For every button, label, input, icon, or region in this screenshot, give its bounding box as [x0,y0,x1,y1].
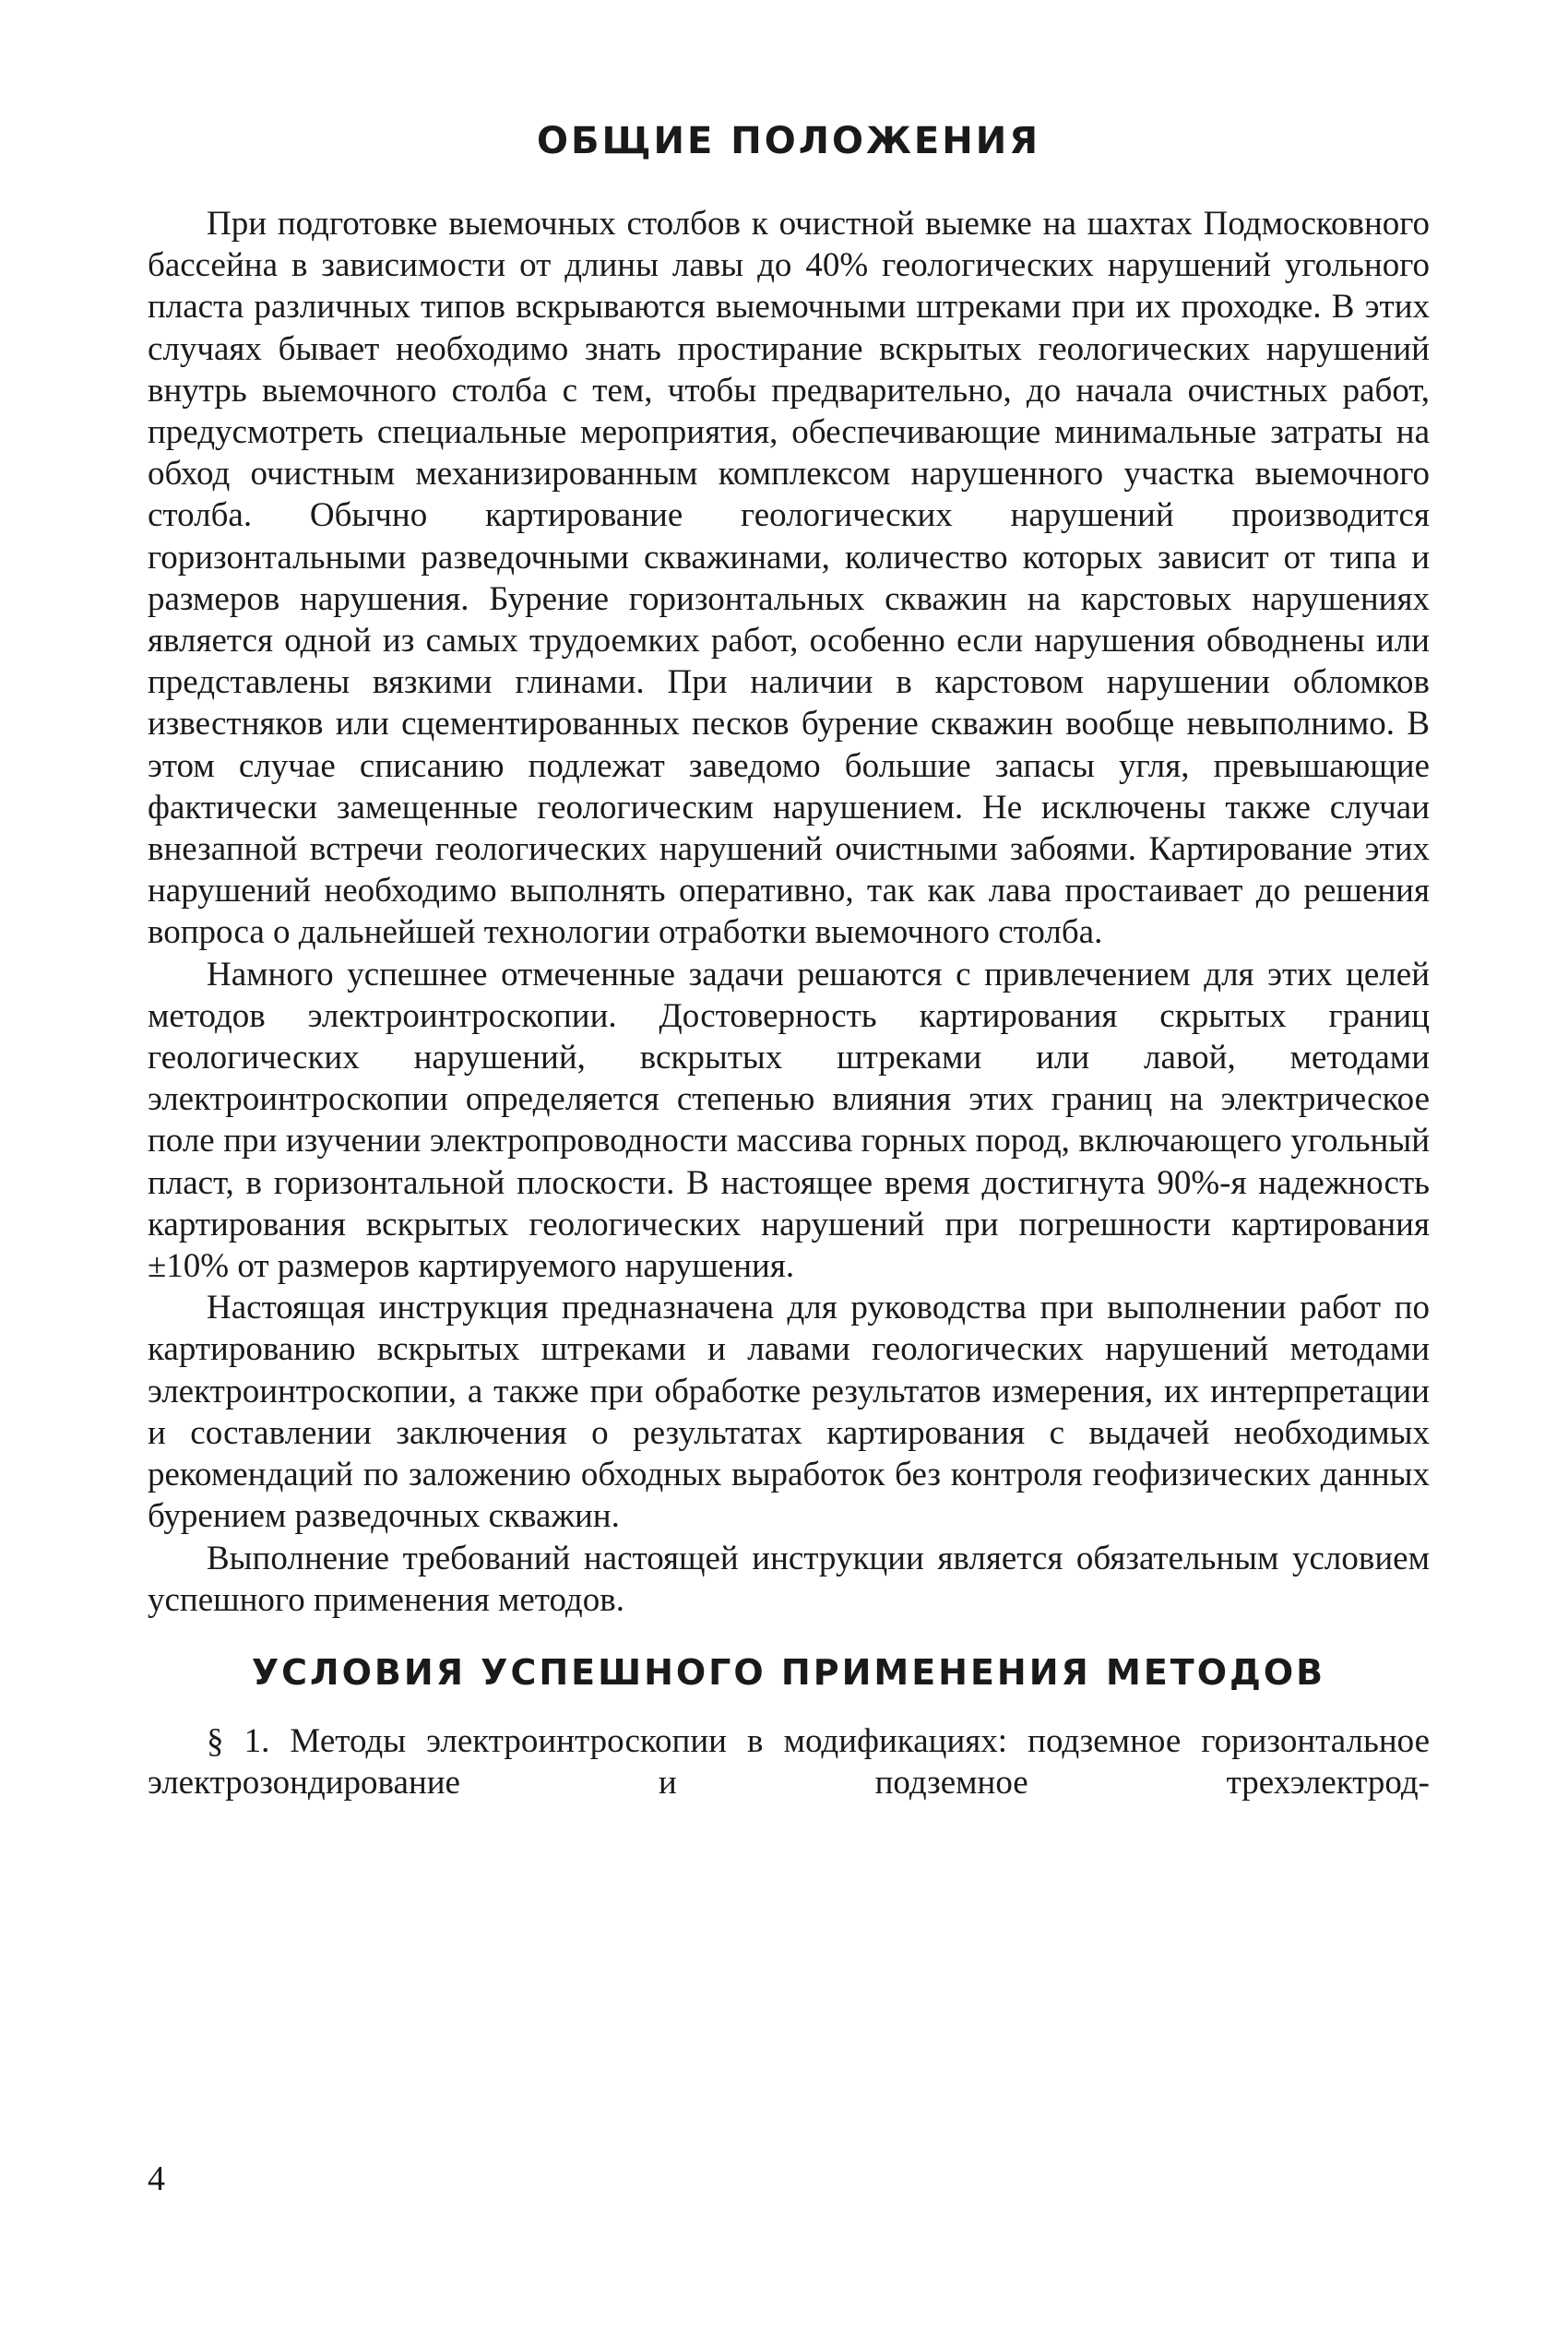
paragraph-section-1: § 1. Методы электроинтроскопии в модификациях: подземное горизонтальное электрозондирование и подземное трехэлектрод- [148,1721,1430,1803]
page-content [148,120,1430,1803]
page-number: 4 [148,2159,165,2198]
paragraph-4: Выполнение требований настоящей инструкции является обязательным условием успешного применения методов. [148,1539,1430,1619]
section-heading-general: ОБЩИЕ ПОЛОЖЕНИЯ [537,120,1040,162]
paragraph-1: При подготовке выемочных столбов к очистной выемке на шахтах Подмосковного бассейна в зависимости от длины лавы до 40% геологических нарушений угольного пласта различных типов вскрываются выемочными штреками при их проходке. В этих случаях бывает необходимо знать простирание вскрытых геологических нарушений внутрь выемочного столба с тем, чтобы предварительно, до начала очистных работ, предусмотреть специальные мероприятия, обеспечивающие минимальные затраты на обход очистным механизированным комплексом нарушенного участка выемочного столба. Обычно картирование геологических нарушений производится горизонтальными разведочными скважинами, количество которых зависит от типа и размеров нарушения. Бурение горизонтальных скважин на карстовых нарушениях является одной из самых трудоемких работ, особенно если нарушения обводнены или представлены вязкими глинами. При наличии в карстовом нарушении обломков известняков или сцементированных песков бурение скважин вообще невыполнимо. В этом случае списанию подлежат заведомо большие запасы угля, превышающие фактически замещенные геологическим нарушением. Не исключены также случаи внезапной встречи геологических нарушений очистными забоями. Картирование этих нарушений необходимо выполнять оперативно, так как лава простаивает до решения вопроса о дальнейшей технологии отработки выемочного столба. [148,205,1430,952]
paragraph-3: Настоящая инструкция предназначена для руководства при выполнении работ по картированию вскрытых штреками и лавами геологических нарушений методами электроинтроскопии, а также при обработке результатов измерения, их интерпретации и составлении заключения о результатах картирования с выдачей необходимых рекомендаций по заложению обходных выработок без контроля геофизических данных бурением разведочных скважин. [148,1289,1430,1536]
paragraph-2: Намного успешнее отмеченные задачи решаются с привлечением для этих целей методов электроинтроскопии. Достоверность картирования скрытых границ геологических нарушений, вскрытых штреками или лавой, методами электроинтроскопии определяется степенью влияния этих границ на электрическое поле при изучении электропроводности массива горных пород, включающего угольный пласт, в горизонтальной плоскости. В настоящее время достигнута 90%-я надежность картирования вскрытых геологических нарушений при погрешности картирования ±10% от размеров картируемого нарушения. [148,955,1430,1286]
section-heading-conditions: УСЛОВИЯ УСПЕШНОГО ПРИМЕНЕНИЯ МЕТОДОВ [251,1651,1326,1693]
